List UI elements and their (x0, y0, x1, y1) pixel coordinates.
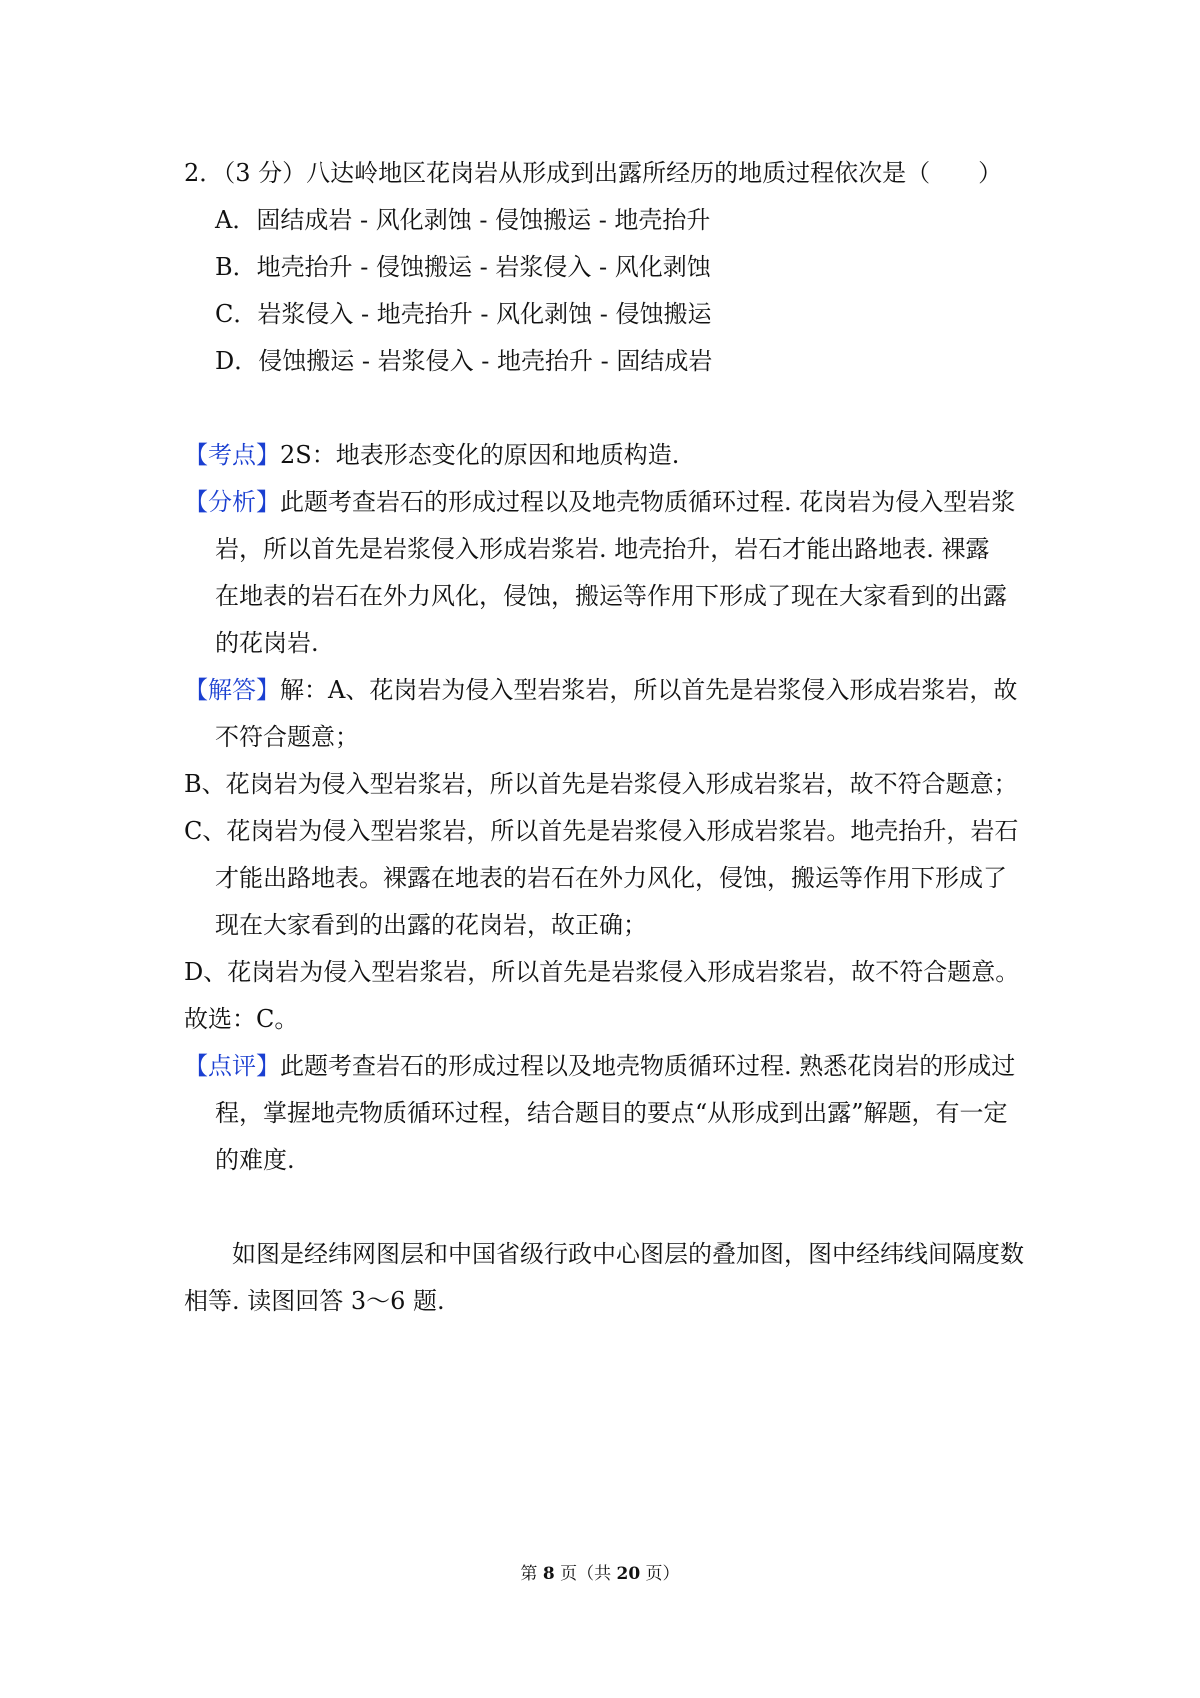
dianping-text-1: 此题考查岩石的形成过程以及地壳物质循环过程. 熟悉花岗岩的形成过 (280, 1052, 1016, 1080)
dianping-line-2: 程，掌握地壳物质循环过程，结合题目的要点“从形成到出露”解题，有一定 (215, 1099, 1008, 1127)
fenxi-line-2: 岩，所以首先是岩浆侵入形成岩浆岩. 地壳抬升，岩石才能出路地表. 裸露 (215, 535, 990, 563)
fenxi-line-3: 在地表的岩石在外力风化，侵蚀，搬运等作用下形成了现在大家看到的出露 (215, 582, 1007, 610)
jieda-text-1: 解：A、花岗岩为侵入型岩浆岩，所以首先是岩浆侵入形成岩浆岩，故 (280, 676, 1018, 704)
fenxi-tag: 【分析】 (184, 488, 280, 516)
option-c: C．岩浆侵入 - 地壳抬升 - 风化剥蚀 - 侵蚀搬运 (215, 300, 712, 328)
fenxi-line-4: 的花岗岩. (215, 629, 319, 657)
option-b: B．地壳抬升 - 侵蚀搬运 - 岩浆侵入 - 风化剥蚀 (215, 253, 711, 281)
jieda-line-5: 才能出路地表。裸露在地表的岩石在外力风化，侵蚀，搬运等作用下形成了 (215, 864, 1007, 892)
jieda-line-4: C、花岗岩为侵入型岩浆岩，所以首先是岩浆侵入形成岩浆岩。地壳抬升，岩石 (184, 817, 1019, 845)
dianping-line-1 (184, 1049, 1015, 1083)
kaodian-text: 2S：地表形态变化的原因和地质构造. (280, 441, 680, 469)
jieda-line-1 (184, 673, 1017, 707)
page-footer (0, 1562, 1200, 1586)
jieda-line-8: 故选：C。 (184, 1005, 299, 1033)
footer-prefix: 第 (520, 1564, 543, 1584)
jieda-tag: 【解答】 (184, 676, 280, 704)
option-a: A．固结成岩 - 风化剥蚀 - 侵蚀搬运 - 地壳抬升 (215, 206, 711, 234)
jieda-line-2: 不符合题意； (215, 723, 359, 751)
intro-line-2: 相等. 读图回答 3～6 题. (184, 1287, 445, 1315)
fenxi-text-1: 此题考查岩石的形成过程以及地壳物质循环过程. 花岗岩为侵入型岩浆 (280, 488, 1016, 516)
jieda-line-7: D、花岗岩为侵入型岩浆岩，所以首先是岩浆侵入形成岩浆岩，故不符合题意。 (184, 958, 1020, 986)
footer-page-number: 8 (542, 1564, 555, 1584)
dianping-line-3: 的难度. (215, 1146, 295, 1174)
question-stem: 2．（3 分）八达岭地区花岗岩从形成到出露所经历的地质过程依次是（ ） (184, 159, 1003, 187)
jieda-line-6: 现在大家看到的出露的花岗岩，故正确； (215, 911, 647, 939)
kaodian-tag: 【考点】 (184, 441, 280, 469)
intro-line-1: 如图是经纬网图层和中国省级行政中心图层的叠加图，图中经纬线间隔度数 (232, 1240, 1024, 1268)
fenxi-line-1 (184, 485, 1015, 519)
footer-middle: 页（共 (554, 1564, 617, 1584)
footer-suffix: 页） (640, 1564, 680, 1584)
option-d: D．侵蚀搬运 - 岩浆侵入 - 地壳抬升 - 固结成岩 (215, 347, 713, 375)
jieda-line-3: B、花岗岩为侵入型岩浆岩，所以首先是岩浆侵入形成岩浆岩，故不符合题意； (184, 770, 1018, 798)
dianping-tag: 【点评】 (184, 1052, 280, 1080)
footer-total-pages: 20 (616, 1564, 641, 1584)
kaodian-line (184, 438, 679, 472)
